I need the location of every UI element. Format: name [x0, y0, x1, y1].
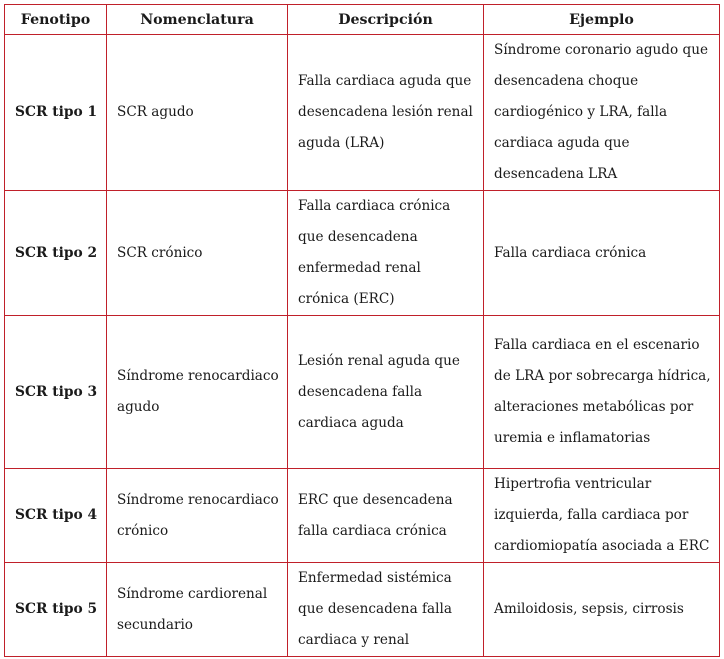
cell-descripcion: Falla cardiaca crónica que desencadena enfermedad renal crónica (ERC) — [288, 191, 484, 316]
cell-fenotipo: SCR tipo 2 — [5, 191, 107, 316]
cell-fenotipo: SCR tipo 3 — [5, 316, 107, 469]
cell-fenotipo: SCR tipo 1 — [5, 35, 107, 191]
cell-descripcion: Falla cardiaca aguda que desencadena lesión renal aguda (LRA) — [288, 35, 484, 191]
header-fenotipo: Fenotipo — [5, 5, 107, 35]
cell-ejemplo: Hipertrofia ventricular izquierda, falla cardiaca por cardiomiopatía asociada a ERC — [484, 469, 720, 563]
table-row — [5, 563, 720, 657]
cell-nomenclatura: Síndrome renocardiaco agudo — [107, 316, 288, 469]
cell-descripcion: Lesión renal aguda que desencadena falla cardiaca aguda — [288, 316, 484, 469]
table-row — [5, 469, 720, 563]
cell-ejemplo: Falla cardiaca en el escenario de LRA por sobrecarga hídrica, alteraciones metabólicas por uremia e inflamatorias — [484, 316, 720, 469]
table-row — [5, 191, 720, 316]
cell-descripcion: ERC que desencadena falla cardiaca crónica — [288, 469, 484, 563]
table-row — [5, 316, 720, 469]
cell-nomenclatura: SCR crónico — [107, 191, 288, 316]
scr-phenotype-table — [4, 4, 720, 657]
header-ejemplo: Ejemplo — [484, 5, 720, 35]
table-header-row — [5, 5, 720, 35]
cell-nomenclatura: SCR agudo — [107, 35, 288, 191]
cell-fenotipo: SCR tipo 5 — [5, 563, 107, 657]
header-nomenclatura: Nomenclatura — [107, 5, 288, 35]
cell-nomenclatura: Síndrome cardiorenal secundario — [107, 563, 288, 657]
table-row — [5, 35, 720, 191]
cell-ejemplo: Síndrome coronario agudo que desencadena choque cardiogénico y LRA, falla cardiaca aguda que desencadena LRA — [484, 35, 720, 191]
header-descripcion: Descripción — [288, 5, 484, 35]
cell-ejemplo: Amiloidosis, sepsis, cirrosis — [484, 563, 720, 657]
cell-ejemplo: Falla cardiaca crónica — [484, 191, 720, 316]
scr-phenotype-table-container — [4, 4, 720, 657]
cell-descripcion: Enfermedad sistémica que desencadena falla cardiaca y renal — [288, 563, 484, 657]
cell-nomenclatura: Síndrome renocardiaco crónico — [107, 469, 288, 563]
cell-fenotipo: SCR tipo 4 — [5, 469, 107, 563]
